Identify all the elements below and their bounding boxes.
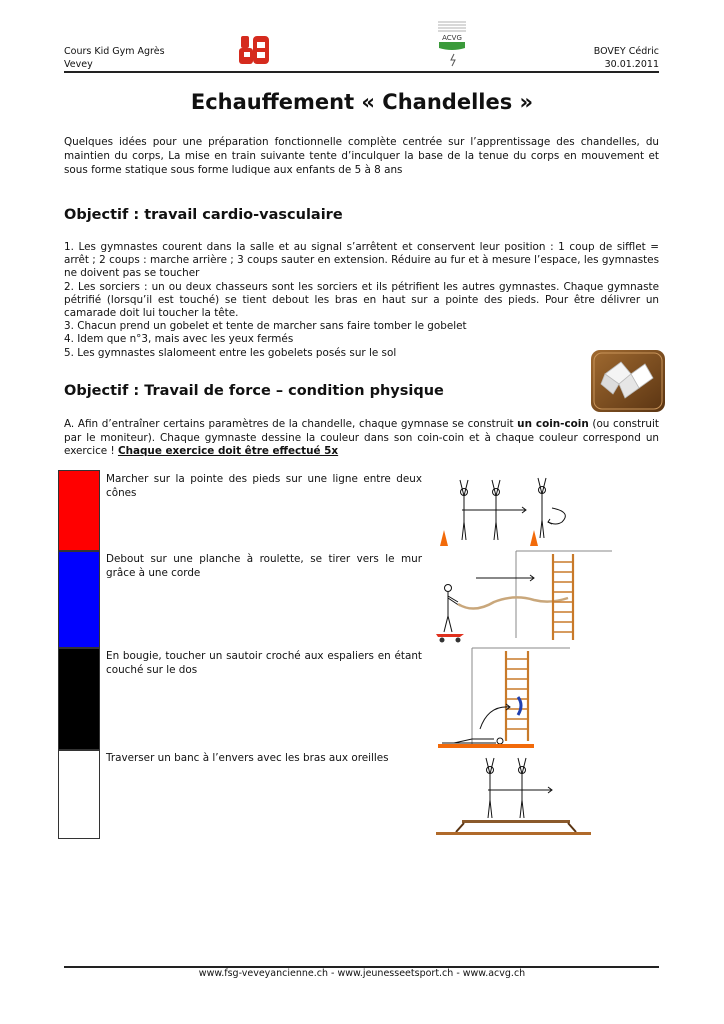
- section2-paragraph: [64, 418, 659, 459]
- para-text-after: (ou construit par le moniteur). Chaque gymnaste dessine la couleur dans son coin-coin et à chaque couleur correspond un exercice !: [64, 418, 659, 457]
- header-author: BOVEY Cédric: [593, 46, 659, 57]
- coin-coin-illustration: [589, 348, 667, 414]
- swatch-red: [58, 470, 100, 551]
- swatch-white: [58, 750, 100, 839]
- list-item: 4. Idem que n°3, mais avec les yeux fermés: [64, 333, 294, 346]
- exercise-4-illustration: [434, 752, 594, 838]
- acvg-logo: [436, 20, 468, 68]
- header-course: Cours Kid Gym Agrès: [64, 46, 165, 57]
- exercise-3-text: En bougie, toucher un sautoir croché aux espaliers en étant couché sur le dos: [106, 650, 422, 676]
- section2-heading: Objectif : Travail de force – condition physique: [64, 383, 444, 399]
- header-left: [64, 45, 165, 71]
- para-underlined: Chaque exercice doit être effectué 5x: [117, 445, 339, 457]
- exercise-3-illustration: [434, 645, 574, 751]
- section1-list: [64, 241, 659, 360]
- exercise-4-text: Traverser un banc à l’envers avec les bras aux oreilles: [106, 752, 389, 764]
- list-item: 5. Les gymnastes slalomeent entre les gobelets posés sur le sol: [64, 346, 397, 359]
- intro-paragraph: Quelques idées pour une préparation fonctionnelle complète centrée sur l’apprentissage des chandelles, du maintien du corps, La mise en train suivante tente d’inculquer la base de la tenue du corps en mouvement et sous forme statique sous forme ludique aux enfants de 5 à 8 ans: [64, 136, 659, 176]
- list-item: 3. Chacun prend un gobelet et tente de marcher sans faire tomber le gobelet: [64, 320, 467, 333]
- exercise-1-illustration: [434, 472, 574, 550]
- footer-links: www.fsg-veveyancienne.ch - www.jeunesseetsport.ch - www.acvg.ch: [198, 968, 526, 979]
- exercise-2-text: Debout sur une planche à roulette, se tirer vers le mur grâce à une corde: [106, 553, 422, 579]
- header-rule: [64, 71, 659, 73]
- para-text: A. Afin d’entraîner certains paramètres de la chandelle, chaque gymnase se construit: [64, 418, 518, 430]
- para-bold: un coin-coin: [517, 418, 589, 430]
- page-title: Echauffement « Chandelles »: [190, 90, 534, 114]
- section1-heading: Objectif : travail cardio-vasculaire: [64, 207, 343, 223]
- svg-text:ACVG: ACVG: [442, 34, 462, 42]
- list-item: 1. Les gymnastes courent dans la salle et au signal s’arrêtent et conservent leur position : 1 coup de sifflet = arrêt ; 2 coups : marche arrière ; 3 coups sauter en extension. Réduire au fur et à mesure l’espace, les gymnastes ne doivent pas se toucher: [64, 241, 659, 280]
- exercise-1-text: Marcher sur la pointe des pieds sur une ligne entre deux cônes: [106, 473, 422, 499]
- header-place: Vevey: [64, 59, 93, 70]
- exercise-2-illustration: [434, 548, 614, 646]
- swatch-blue: [58, 551, 100, 648]
- swatch-black: [58, 648, 100, 750]
- fsg-logo: [238, 34, 272, 66]
- list-item: 2. Les sorciers : un ou deux chasseurs sont les sorciers et ils pétrifient les autres gymnastes. Chaque gymnaste pétrifié (lorsqu’il est touché) se tient debout les bras en haut sur a pointe des pieds. Pour être délivrer un camarade doit lui toucher la tête.: [64, 280, 659, 320]
- header-date: 30.01.2011: [604, 59, 659, 70]
- header-right: [594, 45, 659, 71]
